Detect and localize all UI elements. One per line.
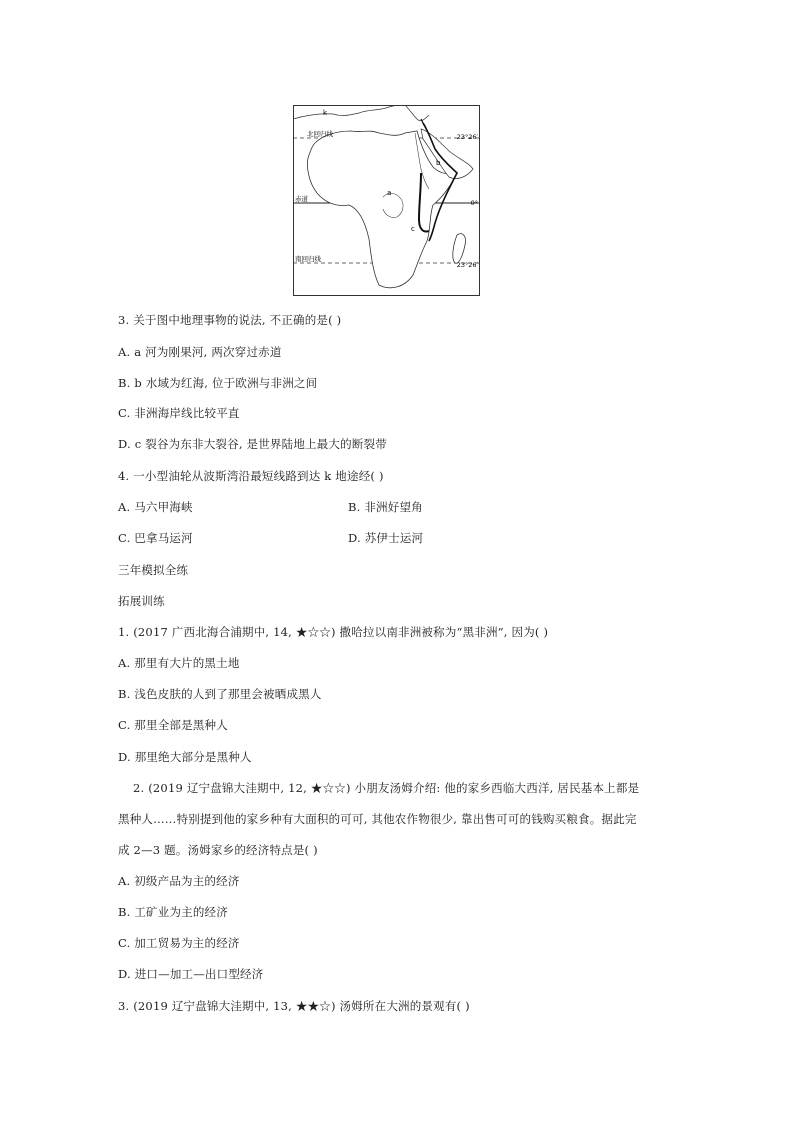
q3-stem: 3. 关于图中地理事物的说法, 不正确的是( ) (118, 313, 342, 327)
p2-stem-line3: 成 2—3 题。汤姆家乡的经济特点是( ) (118, 843, 318, 857)
p2-stem-line2: 黑种人……特别提到他的家乡种有大面积的可可, 其他农作物很少, 靠出售可可的钱购买粮食。据此完 (118, 812, 637, 826)
p2-option-d: D. 进口—加工—出口型经济 (118, 967, 264, 981)
label-tropic-south: 南回归线 (295, 255, 321, 263)
section-title: 三年模拟全练 (118, 563, 189, 577)
label-equator: 赤道 (295, 195, 308, 203)
p2-stem-line1: 2. (2019 辽宁盘锦大洼期中, 12, ★☆☆) 小朋友汤姆介绍: 他的家乡西临大西洋, 居民基本上都是 (133, 781, 640, 795)
p2-option-a: A. 初级产品为主的经济 (118, 874, 240, 888)
p1-option-c: C. 那里全部是黑种人 (118, 718, 228, 732)
q4-option-a: A. 马六甲海峡 (118, 500, 193, 514)
q3-option-a: A. a 河为刚果河, 两次穿过赤道 (118, 345, 282, 359)
q4-option-c: C. 巴拿马运河 (118, 531, 193, 545)
label-c: c (411, 225, 415, 233)
label-tropic-south-deg: 23°26′ (456, 261, 478, 269)
p1-stem: 1. (2017 广西北海合浦期中, 14, ★☆☆) 撒哈拉以南非洲被称为“黑非洲”, 因为( ) (118, 625, 549, 639)
label-a: a (387, 189, 392, 197)
p1-option-b: B. 浅色皮肤的人到了那里会被晒成黑人 (118, 687, 322, 701)
label-k: k (323, 109, 328, 117)
q4-option-d: D. 苏伊士运河 (348, 531, 424, 545)
q4-options-row1 (118, 500, 423, 514)
label-tropic-north: 北回归线 (307, 130, 333, 138)
sub-title: 拓展训练 (118, 594, 165, 608)
p1-option-d: D. 那里绝大部分是黑种人 (118, 750, 252, 764)
p2-option-b: B. 工矿业为主的经济 (118, 905, 228, 919)
q3-option-b: B. b 水域为红海, 位于欧洲与非洲之间 (118, 376, 318, 390)
q4-stem: 4. 一小型油轮从波斯湾沿最短线路到达 k 地途经( ) (118, 469, 384, 483)
p3-stem: 3. (2019 辽宁盘锦大洼期中, 13, ★★☆) 汤姆所在大洲的景观有( ) (118, 999, 470, 1013)
q3-option-d: D. c 裂谷为东非大裂谷, 是世界陆地上最大的断裂带 (118, 437, 387, 451)
q4-option-b: B. 非洲好望角 (348, 500, 423, 514)
label-zero-deg: 0° (470, 199, 478, 207)
p1-option-a: A. 那里有大片的黑土地 (118, 656, 240, 670)
label-b: b (436, 159, 441, 167)
label-tropic-north-deg: 23°26′ (456, 133, 478, 141)
q4-options-row2 (118, 531, 424, 545)
q3-option-c: C. 非洲海岸线比较平直 (118, 406, 240, 420)
africa-map (293, 105, 480, 296)
p2-option-c: C. 加工贸易为主的经济 (118, 936, 240, 950)
